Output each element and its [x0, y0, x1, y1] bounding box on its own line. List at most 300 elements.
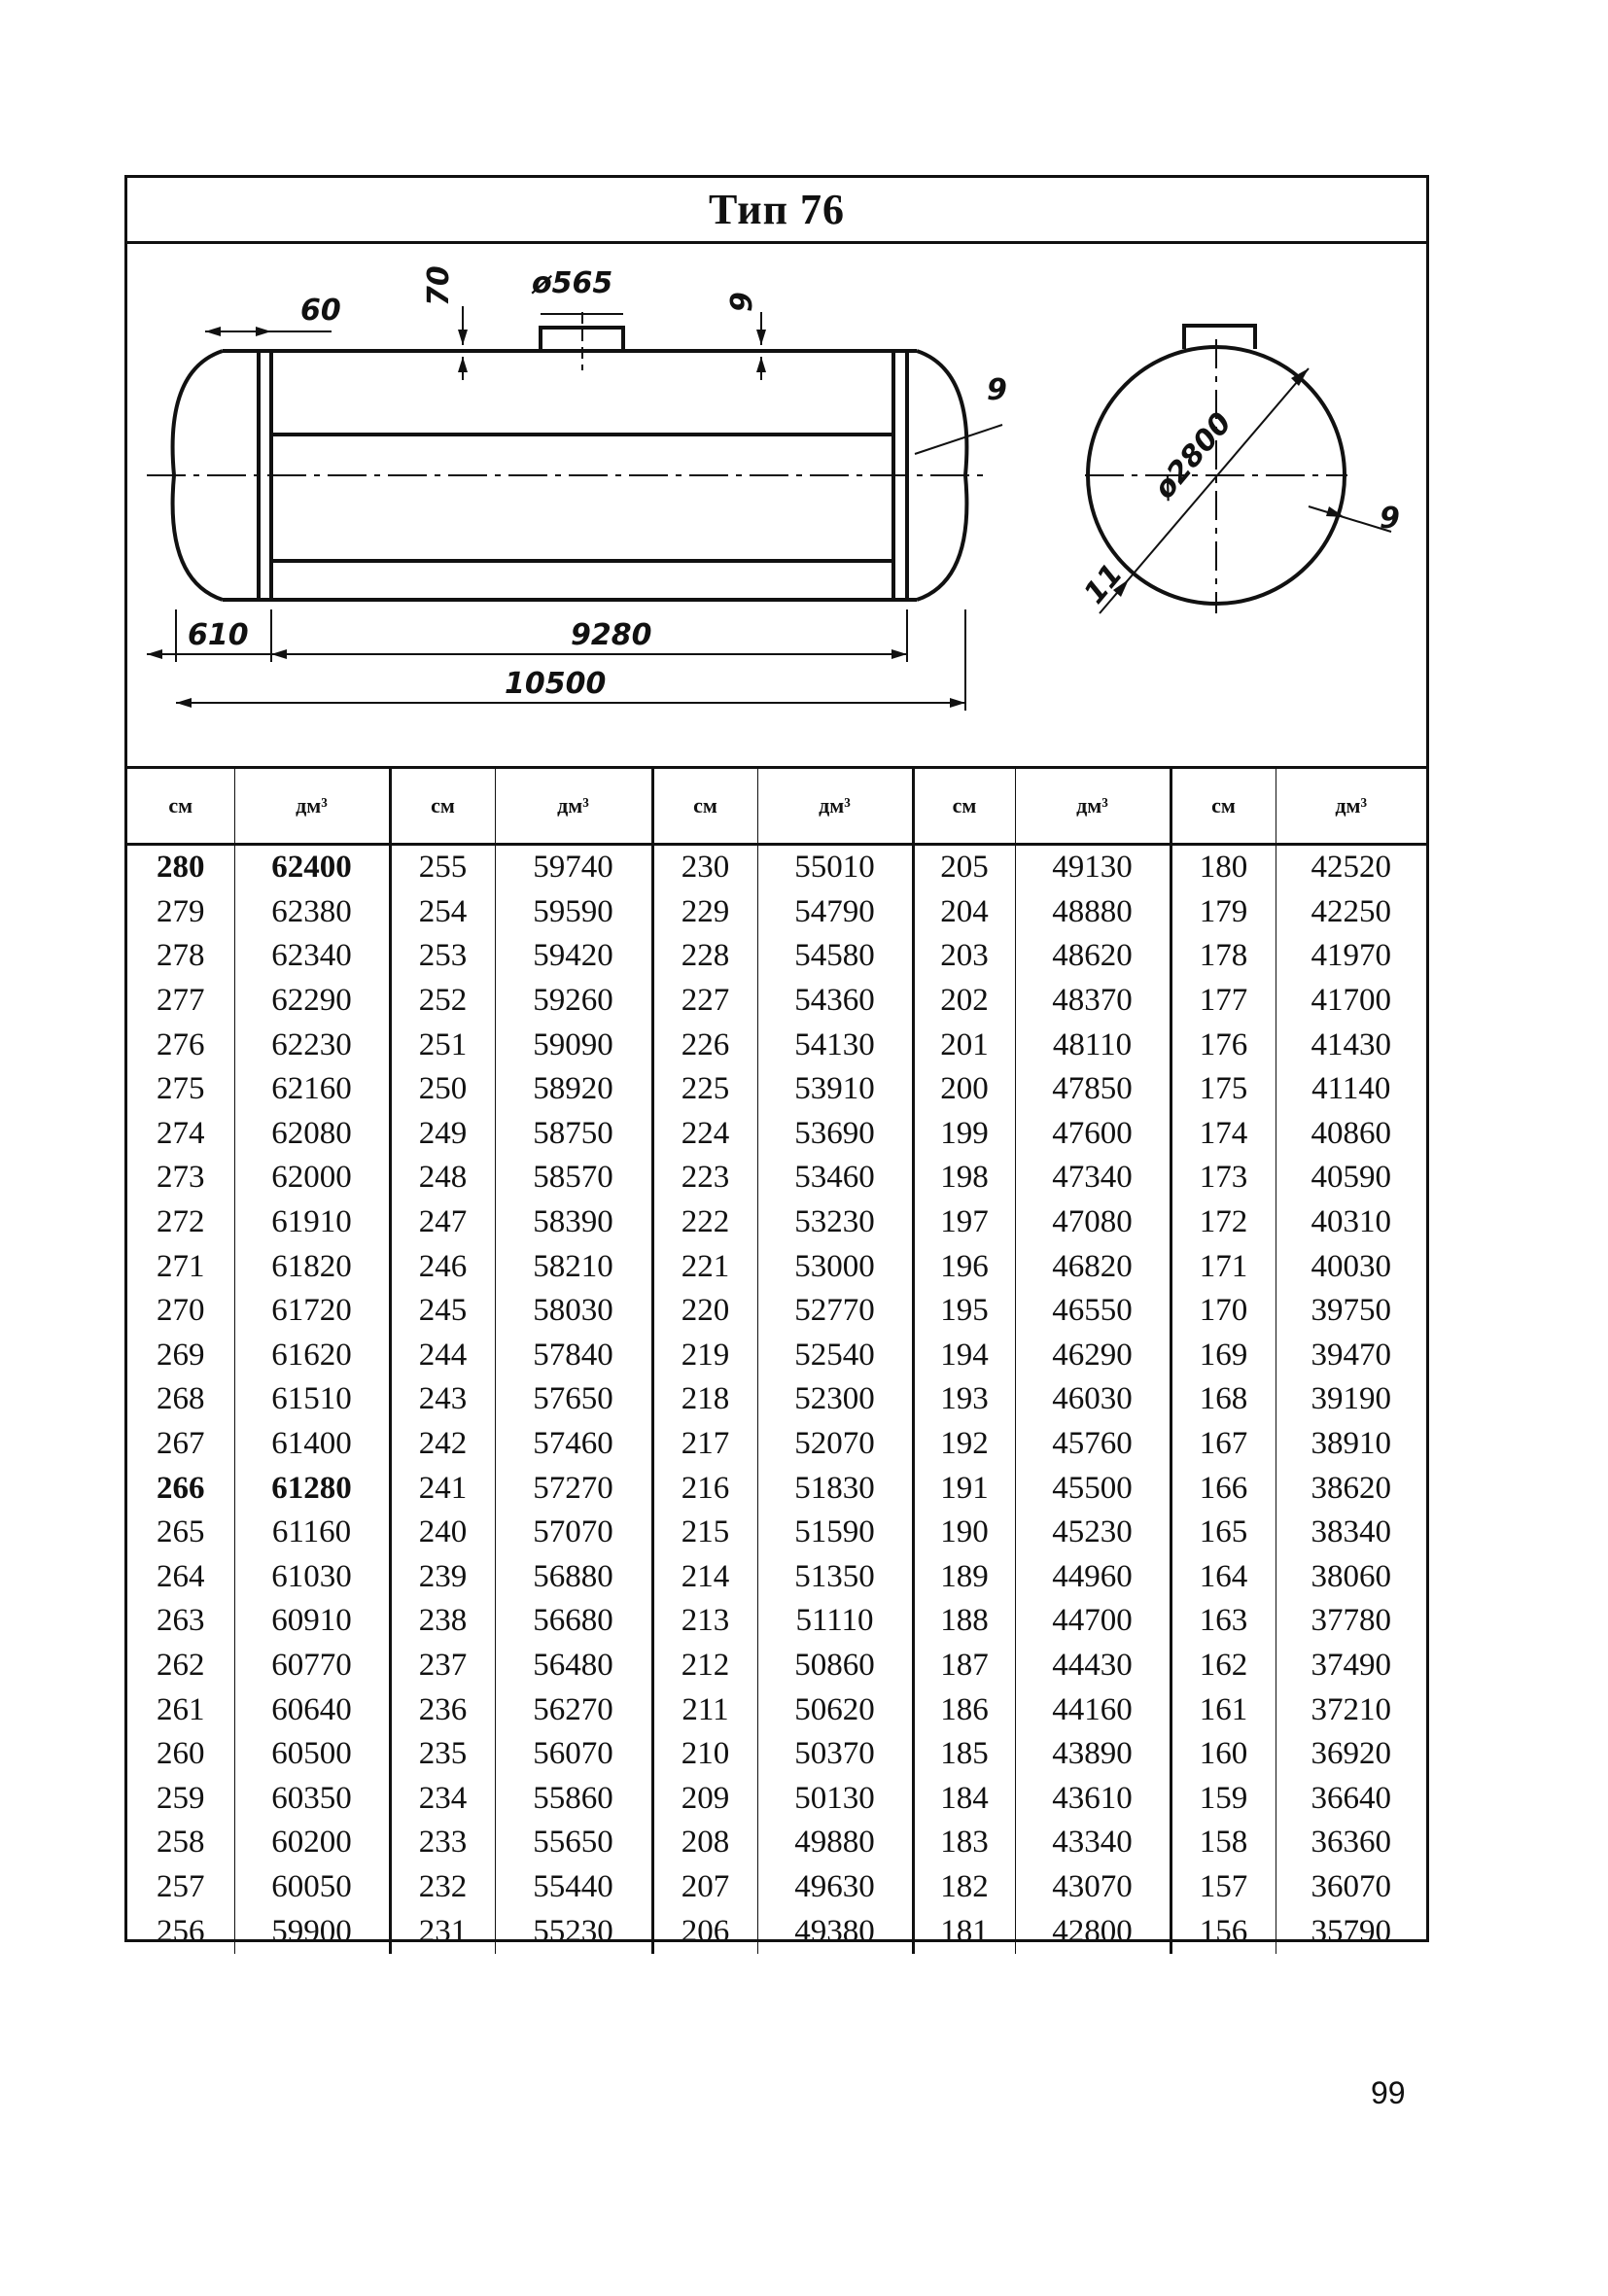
header-cm: см: [652, 769, 757, 845]
cell-volume-dm3: 57650: [495, 1377, 652, 1422]
cell-volume-dm3: 61620: [234, 1334, 390, 1378]
cell-volume-dm3: 62340: [234, 934, 390, 979]
cell-level-cm: 194: [913, 1334, 1015, 1378]
cell-volume-dm3: 59740: [495, 845, 652, 890]
cell-volume-dm3: 53230: [757, 1200, 913, 1245]
cell-level-cm: 276: [157, 1026, 205, 1062]
cell-volume-dm3: 39470: [1276, 1334, 1426, 1378]
cell-volume-dm3: 52540: [757, 1334, 913, 1378]
cell-level-cm: 203: [913, 934, 1015, 979]
cell-volume-dm3: 52300: [757, 1377, 913, 1422]
cell-level-cm: 200: [913, 1067, 1015, 1112]
cell-volume-dm3: 53000: [757, 1244, 913, 1289]
table-row: [127, 1687, 1426, 1732]
table-row: [127, 1023, 1426, 1067]
cell-level-cm: 233: [390, 1821, 495, 1865]
cell-level-cm: 252: [390, 979, 495, 1024]
cell-level-cm: 212: [652, 1644, 757, 1688]
cell-level-cm: 226: [652, 1023, 757, 1067]
cell-level-cm: 183: [913, 1821, 1015, 1865]
cell-level-cm: 219: [652, 1334, 757, 1378]
cell-level-cm: 165: [1171, 1511, 1276, 1555]
cell-volume-dm3: 55010: [757, 845, 913, 890]
header-cm: см: [1171, 769, 1276, 845]
cell-level-cm: 227: [652, 979, 757, 1024]
cell-volume-dm3: 54130: [757, 1023, 913, 1067]
cell-volume-dm3: 60050: [234, 1865, 390, 1910]
cell-volume-dm3: 36640: [1276, 1776, 1426, 1821]
cell-volume-dm3: 51590: [757, 1511, 913, 1555]
cell-level-cm: 275: [157, 1071, 205, 1107]
cell-volume-dm3: 62000: [234, 1156, 390, 1200]
cell-volume-dm3: 62160: [234, 1067, 390, 1112]
table-row: [127, 934, 1426, 979]
cell-volume-dm3: 59590: [495, 890, 652, 935]
cell-level-cm: 159: [1171, 1776, 1276, 1821]
cell-volume-dm3: 60770: [234, 1644, 390, 1688]
tank-table-frame: [124, 175, 1429, 1949]
header-dm3: дм³: [757, 769, 913, 845]
cell-volume-dm3: 60500: [234, 1732, 390, 1777]
cell-level-cm: 277: [157, 983, 205, 1019]
cell-volume-dm3: 59260: [495, 979, 652, 1024]
cell-level-cm: 161: [1171, 1687, 1276, 1732]
cell-volume-dm3: 44430: [1015, 1644, 1171, 1688]
cell-level-cm: 205: [913, 845, 1015, 890]
cell-volume-dm3: 46290: [1015, 1334, 1171, 1378]
cell-level-cm: 239: [390, 1555, 495, 1600]
cell-level-cm: 193: [913, 1377, 1015, 1422]
cell-level-cm: 266: [157, 1470, 205, 1506]
cell-volume-dm3: 59420: [495, 934, 652, 979]
page-title: Тип 76: [709, 186, 845, 233]
table-header-row: [127, 769, 1426, 845]
cell-volume-dm3: 61910: [234, 1200, 390, 1245]
header-dm3: дм³: [1015, 769, 1171, 845]
table-row: [127, 1377, 1426, 1422]
cell-volume-dm3: 59090: [495, 1023, 652, 1067]
cell-level-cm: 254: [390, 890, 495, 935]
cell-volume-dm3: 40030: [1276, 1244, 1426, 1289]
cell-level-cm: 270: [157, 1293, 205, 1329]
cell-volume-dm3: 57460: [495, 1422, 652, 1467]
cell-level-cm: 191: [913, 1466, 1015, 1511]
header-dm3: дм³: [495, 769, 652, 845]
cell-level-cm: 167: [1171, 1422, 1276, 1467]
cell-level-cm: 232: [390, 1865, 495, 1910]
cell-volume-dm3: 56070: [495, 1732, 652, 1777]
cell-level-cm: 184: [913, 1776, 1015, 1821]
cell-volume-dm3: 43890: [1015, 1732, 1171, 1777]
header-dm3: дм³: [234, 769, 390, 845]
table-row: [127, 1289, 1426, 1334]
cell-volume-dm3: 36070: [1276, 1865, 1426, 1910]
cell-volume-dm3: 38620: [1276, 1466, 1426, 1511]
cell-level-cm: 206: [652, 1909, 757, 1954]
cell-volume-dm3: 36360: [1276, 1821, 1426, 1865]
cell-volume-dm3: 59900: [234, 1909, 390, 1954]
cell-level-cm: 166: [1171, 1466, 1276, 1511]
cell-level-cm: 230: [652, 845, 757, 890]
cell-level-cm: 218: [652, 1377, 757, 1422]
cell-level-cm: 189: [913, 1555, 1015, 1600]
cell-volume-dm3: 55650: [495, 1821, 652, 1865]
volume-table: [127, 769, 1426, 1954]
cell-level-cm: 196: [913, 1244, 1015, 1289]
cell-volume-dm3: 47850: [1015, 1067, 1171, 1112]
cell-volume-dm3: 51350: [757, 1555, 913, 1600]
cell-level-cm: 216: [652, 1466, 757, 1511]
cell-volume-dm3: 61400: [234, 1422, 390, 1467]
cell-volume-dm3: 46030: [1015, 1377, 1171, 1422]
cell-volume-dm3: 42520: [1276, 845, 1426, 890]
cell-volume-dm3: 53910: [757, 1067, 913, 1112]
cell-level-cm: 236: [390, 1687, 495, 1732]
cell-level-cm: 224: [652, 1112, 757, 1157]
cell-volume-dm3: 60640: [234, 1687, 390, 1732]
cell-level-cm: 157: [1171, 1865, 1276, 1910]
cell-volume-dm3: 60910: [234, 1599, 390, 1644]
cell-level-cm: 222: [652, 1200, 757, 1245]
table-row: [127, 1112, 1426, 1157]
cell-volume-dm3: 52770: [757, 1289, 913, 1334]
cell-volume-dm3: 50860: [757, 1644, 913, 1688]
cell-level-cm: 248: [390, 1156, 495, 1200]
cell-level-cm: 199: [913, 1112, 1015, 1157]
cell-volume-dm3: 53460: [757, 1156, 913, 1200]
table-row: [127, 1555, 1426, 1600]
cell-volume-dm3: 50620: [757, 1687, 913, 1732]
cell-volume-dm3: 52070: [757, 1422, 913, 1467]
table-row: [127, 1644, 1426, 1688]
cell-level-cm: 221: [652, 1244, 757, 1289]
cell-volume-dm3: 58210: [495, 1244, 652, 1289]
cell-level-cm: 253: [390, 934, 495, 979]
cell-volume-dm3: 46820: [1015, 1244, 1171, 1289]
cell-level-cm: 195: [913, 1289, 1015, 1334]
cell-level-cm: 173: [1171, 1156, 1276, 1200]
cell-volume-dm3: 53690: [757, 1112, 913, 1157]
cell-volume-dm3: 58390: [495, 1200, 652, 1245]
cell-level-cm: 214: [652, 1555, 757, 1600]
cell-level-cm: 174: [1171, 1112, 1276, 1157]
cell-level-cm: 160: [1171, 1732, 1276, 1777]
cell-level-cm: 251: [390, 1023, 495, 1067]
cell-volume-dm3: 40310: [1276, 1200, 1426, 1245]
cell-level-cm: 185: [913, 1732, 1015, 1777]
page-number: 99: [1371, 2075, 1406, 2110]
cell-level-cm: 269: [157, 1337, 205, 1373]
cell-level-cm: 178: [1171, 934, 1276, 979]
cell-level-cm: 247: [390, 1200, 495, 1245]
cell-volume-dm3: 61160: [234, 1511, 390, 1555]
cell-level-cm: 231: [390, 1909, 495, 1954]
cell-volume-dm3: 49130: [1015, 845, 1171, 890]
cell-level-cm: 180: [1171, 845, 1276, 890]
cell-volume-dm3: 41140: [1276, 1067, 1426, 1112]
cell-volume-dm3: 41700: [1276, 979, 1426, 1024]
cell-level-cm: 244: [390, 1334, 495, 1378]
cell-level-cm: 272: [157, 1204, 205, 1240]
cell-volume-dm3: 58920: [495, 1067, 652, 1112]
cell-volume-dm3: 51830: [757, 1466, 913, 1511]
label-head-length: 610: [188, 618, 249, 652]
cell-volume-dm3: 60200: [234, 1821, 390, 1865]
cell-volume-dm3: 48620: [1015, 934, 1171, 979]
cell-level-cm: 225: [652, 1067, 757, 1112]
cell-volume-dm3: 46550: [1015, 1289, 1171, 1334]
cell-volume-dm3: 41430: [1276, 1023, 1426, 1067]
cell-volume-dm3: 37780: [1276, 1599, 1426, 1644]
cell-level-cm: 263: [157, 1603, 205, 1639]
cell-level-cm: 217: [652, 1422, 757, 1467]
cell-level-cm: 265: [157, 1514, 205, 1550]
table-row: [127, 1909, 1426, 1954]
cell-volume-dm3: 47340: [1015, 1156, 1171, 1200]
cell-volume-dm3: 62080: [234, 1112, 390, 1157]
cell-level-cm: 261: [157, 1691, 205, 1727]
cell-level-cm: 260: [157, 1736, 205, 1772]
cell-level-cm: 280: [157, 850, 205, 886]
cell-level-cm: 164: [1171, 1555, 1276, 1600]
cell-level-cm: 175: [1171, 1067, 1276, 1112]
cell-volume-dm3: 49380: [757, 1909, 913, 1954]
cell-level-cm: 259: [157, 1780, 205, 1816]
cell-volume-dm3: 45230: [1015, 1511, 1171, 1555]
table-row: [127, 1776, 1426, 1821]
cell-level-cm: 274: [157, 1115, 205, 1151]
cell-level-cm: 256: [157, 1913, 205, 1949]
cell-volume-dm3: 47600: [1015, 1112, 1171, 1157]
cell-level-cm: 172: [1171, 1200, 1276, 1245]
cell-volume-dm3: 57270: [495, 1466, 652, 1511]
cell-volume-dm3: 62230: [234, 1023, 390, 1067]
cell-level-cm: 202: [913, 979, 1015, 1024]
cell-level-cm: 271: [157, 1248, 205, 1284]
cell-volume-dm3: 47080: [1015, 1200, 1171, 1245]
cell-level-cm: 198: [913, 1156, 1015, 1200]
label-side-thickness: 9: [1380, 502, 1400, 536]
cell-volume-dm3: 41970: [1276, 934, 1426, 979]
cell-level-cm: 209: [652, 1776, 757, 1821]
cell-level-cm: 187: [913, 1644, 1015, 1688]
cell-level-cm: 228: [652, 934, 757, 979]
label-shell-length: 9280: [571, 618, 652, 652]
cell-volume-dm3: 55230: [495, 1909, 652, 1954]
table-row: [127, 1599, 1426, 1644]
cell-level-cm: 238: [390, 1599, 495, 1644]
cell-level-cm: 188: [913, 1599, 1015, 1644]
table-row: [127, 1422, 1426, 1467]
cell-volume-dm3: 48110: [1015, 1023, 1171, 1067]
cell-level-cm: 162: [1171, 1644, 1276, 1688]
cell-level-cm: 171: [1171, 1244, 1276, 1289]
cell-level-cm: 255: [390, 845, 495, 890]
cell-level-cm: 207: [652, 1865, 757, 1910]
cell-level-cm: 235: [390, 1732, 495, 1777]
cell-level-cm: 245: [390, 1289, 495, 1334]
cell-level-cm: 210: [652, 1732, 757, 1777]
cell-level-cm: 163: [1171, 1599, 1276, 1644]
cell-volume-dm3: 42800: [1015, 1909, 1171, 1954]
cell-level-cm: 258: [157, 1825, 205, 1861]
cell-volume-dm3: 61510: [234, 1377, 390, 1422]
cell-level-cm: 278: [157, 938, 205, 974]
tank-drawing: [127, 244, 1426, 769]
tank-drawing-svg: [127, 244, 1426, 766]
table-row: [127, 1334, 1426, 1378]
cell-volume-dm3: 61030: [234, 1555, 390, 1600]
cell-level-cm: 197: [913, 1200, 1015, 1245]
table-row: [127, 1865, 1426, 1910]
cell-level-cm: 168: [1171, 1377, 1276, 1422]
cell-volume-dm3: 49880: [757, 1821, 913, 1865]
table-row: [127, 1200, 1426, 1245]
cell-level-cm: 242: [390, 1422, 495, 1467]
cell-level-cm: 192: [913, 1422, 1015, 1467]
cell-volume-dm3: 61820: [234, 1244, 390, 1289]
header-cm: см: [127, 769, 234, 845]
cell-level-cm: 156: [1171, 1909, 1276, 1954]
cell-volume-dm3: 38910: [1276, 1422, 1426, 1467]
cell-level-cm: 241: [390, 1466, 495, 1511]
cell-level-cm: 182: [913, 1865, 1015, 1910]
cell-volume-dm3: 50370: [757, 1732, 913, 1777]
cell-level-cm: 186: [913, 1687, 1015, 1732]
cell-level-cm: 257: [157, 1868, 205, 1904]
header-dm3: дм³: [1276, 769, 1426, 845]
cell-level-cm: 220: [652, 1289, 757, 1334]
cell-volume-dm3: 61280: [234, 1466, 390, 1511]
cell-volume-dm3: 55860: [495, 1776, 652, 1821]
cell-volume-dm3: 58030: [495, 1289, 652, 1334]
cell-level-cm: 176: [1171, 1023, 1276, 1067]
label-end-thickness: 9: [987, 373, 1007, 407]
cell-volume-dm3: 57070: [495, 1511, 652, 1555]
cell-volume-dm3: 44160: [1015, 1687, 1171, 1732]
table-row: [127, 1511, 1426, 1555]
cell-volume-dm3: 56880: [495, 1555, 652, 1600]
cell-volume-dm3: 37210: [1276, 1687, 1426, 1732]
cell-volume-dm3: 62290: [234, 979, 390, 1024]
cell-volume-dm3: 62400: [234, 845, 390, 890]
cell-volume-dm3: 43340: [1015, 1821, 1171, 1865]
cell-level-cm: 190: [913, 1511, 1015, 1555]
cell-volume-dm3: 48880: [1015, 890, 1171, 935]
cell-volume-dm3: 55440: [495, 1865, 652, 1910]
cell-level-cm: 237: [390, 1644, 495, 1688]
title-row: [127, 178, 1426, 244]
cell-volume-dm3: 40860: [1276, 1112, 1426, 1157]
cell-volume-dm3: 37490: [1276, 1644, 1426, 1688]
cell-level-cm: 267: [157, 1426, 205, 1462]
cell-volume-dm3: 44700: [1015, 1599, 1171, 1644]
cell-volume-dm3: 50130: [757, 1776, 913, 1821]
table-row: [127, 979, 1426, 1024]
cell-volume-dm3: 60350: [234, 1776, 390, 1821]
label-hatch-diameter: ø565: [532, 266, 613, 300]
cell-level-cm: 213: [652, 1599, 757, 1644]
table-body: [127, 845, 1426, 1954]
cell-volume-dm3: 48370: [1015, 979, 1171, 1024]
cell-volume-dm3: 43070: [1015, 1865, 1171, 1910]
cell-level-cm: 240: [390, 1511, 495, 1555]
cell-level-cm: 264: [157, 1558, 205, 1594]
cell-volume-dm3: 56480: [495, 1644, 652, 1688]
cell-volume-dm3: 36920: [1276, 1732, 1426, 1777]
cell-volume-dm3: 42250: [1276, 890, 1426, 935]
cell-volume-dm3: 35790: [1276, 1909, 1426, 1954]
cell-level-cm: 268: [157, 1381, 205, 1417]
cell-level-cm: 262: [157, 1647, 205, 1683]
cell-level-cm: 211: [652, 1687, 757, 1732]
label-top-thickness: 9: [725, 292, 759, 312]
cell-level-cm: 246: [390, 1244, 495, 1289]
cell-volume-dm3: 38340: [1276, 1511, 1426, 1555]
cell-volume-dm3: 39750: [1276, 1289, 1426, 1334]
table-row: [127, 845, 1426, 890]
table-row: [127, 1244, 1426, 1289]
cell-volume-dm3: 44960: [1015, 1555, 1171, 1600]
cell-level-cm: 158: [1171, 1821, 1276, 1865]
cell-level-cm: 204: [913, 890, 1015, 935]
cell-level-cm: 169: [1171, 1334, 1276, 1378]
cell-volume-dm3: 51110: [757, 1599, 913, 1644]
cell-volume-dm3: 39190: [1276, 1377, 1426, 1422]
table-row: [127, 1067, 1426, 1112]
cell-level-cm: 181: [913, 1909, 1015, 1954]
cell-volume-dm3: 54360: [757, 979, 913, 1024]
cell-level-cm: 279: [157, 893, 205, 929]
cell-volume-dm3: 38060: [1276, 1555, 1426, 1600]
table-row: [127, 890, 1426, 935]
cell-level-cm: 273: [157, 1160, 205, 1196]
cell-level-cm: 170: [1171, 1289, 1276, 1334]
cell-level-cm: 243: [390, 1377, 495, 1422]
cell-volume-dm3: 58750: [495, 1112, 652, 1157]
label-wall-offset: 60: [300, 294, 341, 328]
cell-level-cm: 223: [652, 1156, 757, 1200]
label-bottom-thickness: 11: [1077, 557, 1130, 611]
label-height-offset: 70: [422, 265, 456, 306]
cell-volume-dm3: 58570: [495, 1156, 652, 1200]
cell-volume-dm3: 57840: [495, 1334, 652, 1378]
cell-level-cm: 249: [390, 1112, 495, 1157]
cell-volume-dm3: 45760: [1015, 1422, 1171, 1467]
table-row: [127, 1821, 1426, 1865]
label-diameter: ø2800: [1147, 405, 1240, 506]
header-cm: см: [913, 769, 1015, 845]
cell-volume-dm3: 56680: [495, 1599, 652, 1644]
cell-level-cm: 179: [1171, 890, 1276, 935]
cell-volume-dm3: 54790: [757, 890, 913, 935]
cell-volume-dm3: 61720: [234, 1289, 390, 1334]
cell-volume-dm3: 40590: [1276, 1156, 1426, 1200]
table-row: [127, 1156, 1426, 1200]
header-cm: см: [390, 769, 495, 845]
cell-level-cm: 215: [652, 1511, 757, 1555]
cell-volume-dm3: 49630: [757, 1865, 913, 1910]
table-row: [127, 1466, 1426, 1511]
cell-level-cm: 234: [390, 1776, 495, 1821]
cell-volume-dm3: 43610: [1015, 1776, 1171, 1821]
label-total-length: 10500: [505, 667, 607, 701]
cell-level-cm: 229: [652, 890, 757, 935]
cell-volume-dm3: 54580: [757, 934, 913, 979]
table-row: [127, 1732, 1426, 1777]
cell-level-cm: 177: [1171, 979, 1276, 1024]
cell-volume-dm3: 56270: [495, 1687, 652, 1732]
